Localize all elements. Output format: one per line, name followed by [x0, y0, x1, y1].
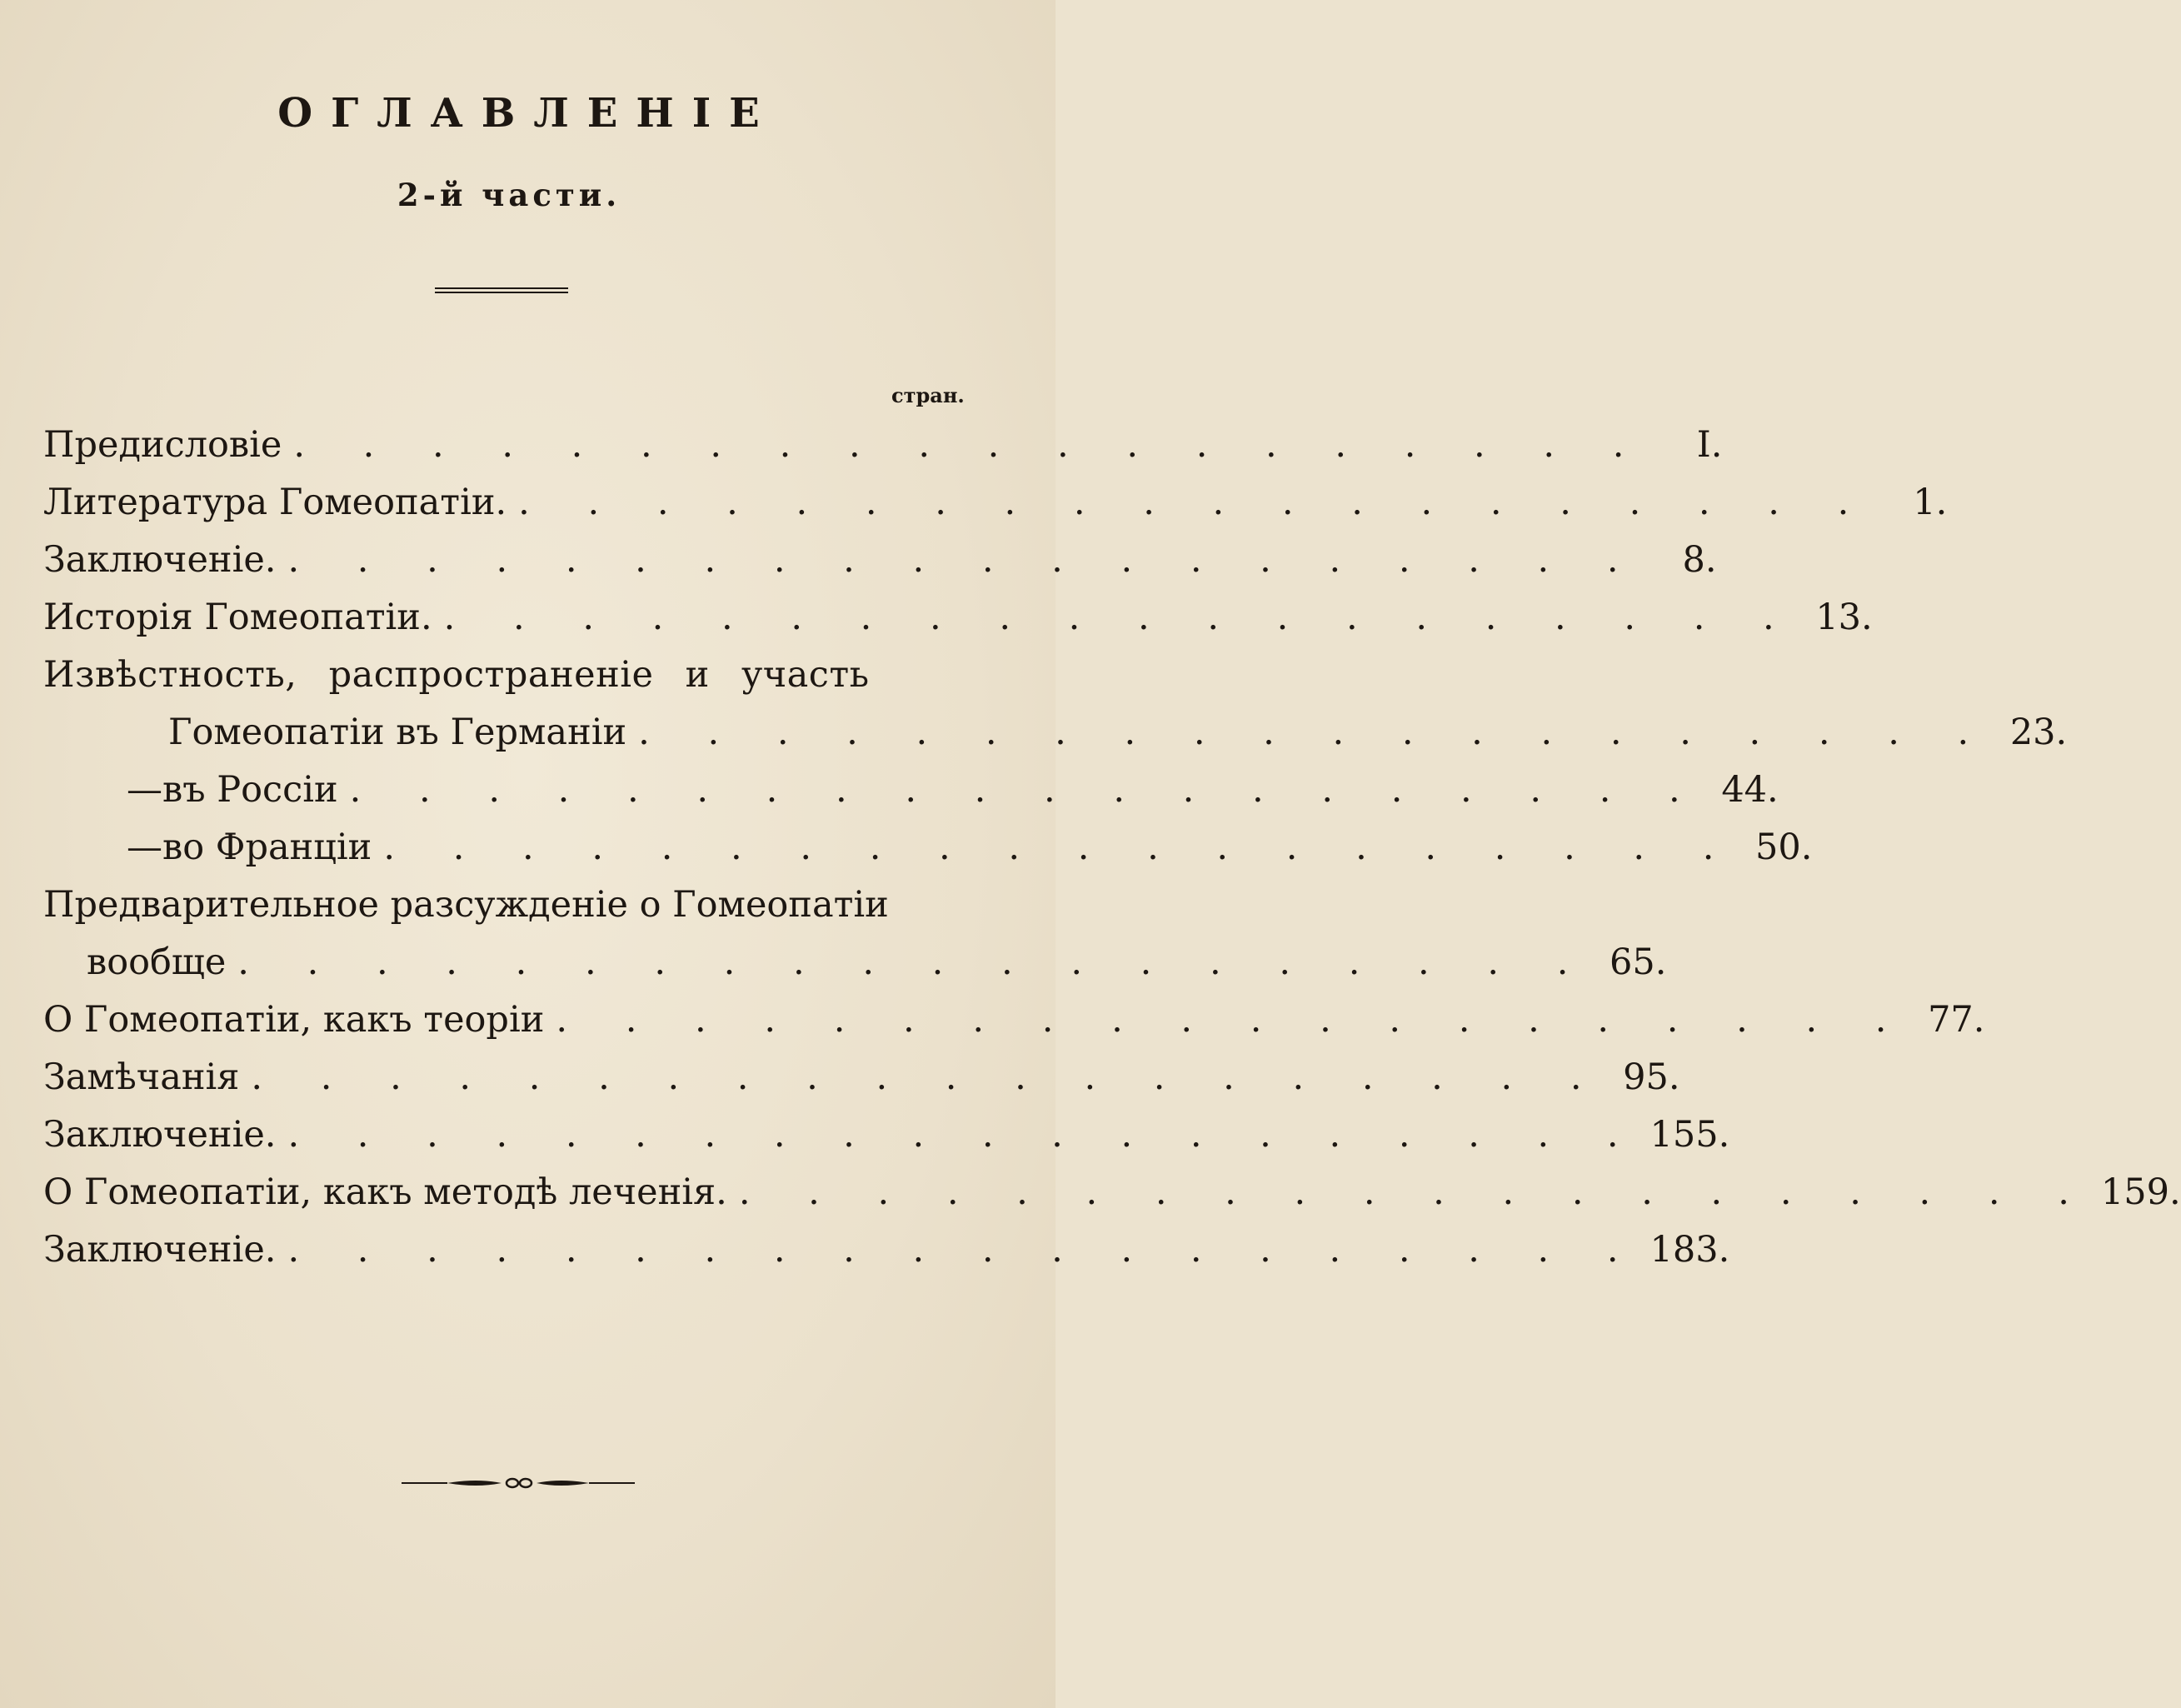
- toc-entry-label: въ Россіи: [162, 769, 338, 811]
- toc-entry: [43, 589, 1873, 647]
- toc-entry-label: Литература Гомеопатіи.: [43, 482, 507, 523]
- toc-entry: [43, 991, 1985, 1049]
- dot-leader: . . . . . . . . . . . . . . . . . . . .: [383, 827, 1738, 868]
- toc-entry-label: Извѣстность, распространеніе и участь: [43, 654, 870, 696]
- toc-entry: [43, 1106, 1730, 1164]
- dot-leader: . . . . . . . . . . . . . . . . . . . .: [293, 424, 1648, 466]
- dot-leader: . . . . . . . . . . . . . . . . . . . .: [287, 1229, 1642, 1271]
- toc-entry-page: 65.: [1609, 941, 1667, 983]
- toc-entry-page: 8.: [1682, 539, 1717, 581]
- toc-entry-page: 50.: [1755, 827, 1813, 868]
- double-rule-divider: [435, 287, 568, 295]
- toc-entry-label: вообще: [87, 941, 227, 983]
- dot-leader: . . . . . . . . . . . . . . . . . . . .: [349, 769, 1704, 811]
- toc-entry-label: Предисловіе: [43, 424, 282, 466]
- dot-leader: . . . . . . . . . . . . . . . . . . . .: [638, 712, 1993, 753]
- ditto-dash: —: [127, 769, 162, 811]
- toc-entry-page: 1.: [1913, 482, 1948, 523]
- page-title: ОГЛАВЛЕНІЕ: [277, 90, 778, 137]
- dot-leader: . . . . . . . . . . . . . . . . . . . .: [443, 597, 1798, 638]
- toc-entry-label: Заключеніе.: [43, 1229, 277, 1271]
- dot-leader: . . . . . . . . . . . . . . . . . . . .: [251, 1056, 1605, 1098]
- dot-leader: . . . . . . . . . . . . . . . . . . . .: [237, 941, 1592, 983]
- toc-entry-page: 95.: [1623, 1056, 1680, 1098]
- toc-entry: [43, 934, 1667, 991]
- toc-entry: [43, 647, 970, 704]
- dot-leader: . . . . . . . . . . . . . . . . . . . .: [556, 999, 1910, 1041]
- toc-entry-page: 23.: [2009, 712, 2068, 753]
- toc-entry-page: 77.: [1928, 999, 1985, 1041]
- toc-entry-label: Заключеніе.: [43, 539, 277, 581]
- toc-entry: [43, 1049, 1680, 1106]
- toc-entry: [43, 876, 970, 934]
- toc-entry-page: I.: [1696, 424, 1723, 466]
- toc-entry: [43, 1164, 2181, 1221]
- toc-entry-label: Предварительное разсужденіе о Гомеопатіи: [43, 884, 889, 926]
- toc-entry-page: 44.: [1721, 769, 1779, 811]
- toc-entry: [43, 762, 1779, 819]
- toc-entry: [43, 474, 1948, 532]
- dot-leader: . . . . . . . . . . . . . . . . . . . .: [738, 1171, 2093, 1213]
- page-subtitle: 2-й части.: [397, 177, 621, 213]
- dot-leader: . . . . . . . . . . . . . . . . . . . .: [287, 539, 1642, 581]
- toc-entry-page: 183.: [1649, 1229, 1730, 1271]
- ornament-divider-icon: [402, 1475, 635, 1491]
- toc-entry: [43, 704, 2068, 762]
- table-of-contents: [43, 417, 2181, 1279]
- dot-leader: . . . . . . . . . . . . . . . . . . . .: [518, 482, 1873, 523]
- toc-entry: [43, 819, 1813, 876]
- toc-entry-label: Исторія Гомеопатіи.: [43, 597, 432, 638]
- toc-entry-label: Гомеопатіи въ Германіи: [168, 712, 627, 753]
- toc-entry-label: Заключеніе.: [43, 1114, 277, 1156]
- toc-entry: [43, 1221, 1730, 1279]
- toc-entry-page: 13.: [1815, 597, 1873, 638]
- toc-entry: [43, 417, 1723, 474]
- toc-entry: [43, 532, 1717, 589]
- page-column-header: стран.: [891, 383, 965, 407]
- toc-entry-label: О Гомеопатіи, какъ теоріи: [43, 999, 545, 1041]
- toc-entry-page: 159.: [2100, 1171, 2181, 1213]
- toc-entry-label: О Гомеопатіи, какъ методѣ леченія.: [43, 1171, 727, 1213]
- ditto-dash: —: [127, 827, 162, 868]
- toc-entry-label: во Франціи: [162, 827, 372, 868]
- dot-leader: . . . . . . . . . . . . . . . . . . . .: [287, 1114, 1642, 1156]
- toc-entry-page: 155.: [1649, 1114, 1730, 1156]
- toc-entry-label: Замѣчанія: [43, 1056, 240, 1098]
